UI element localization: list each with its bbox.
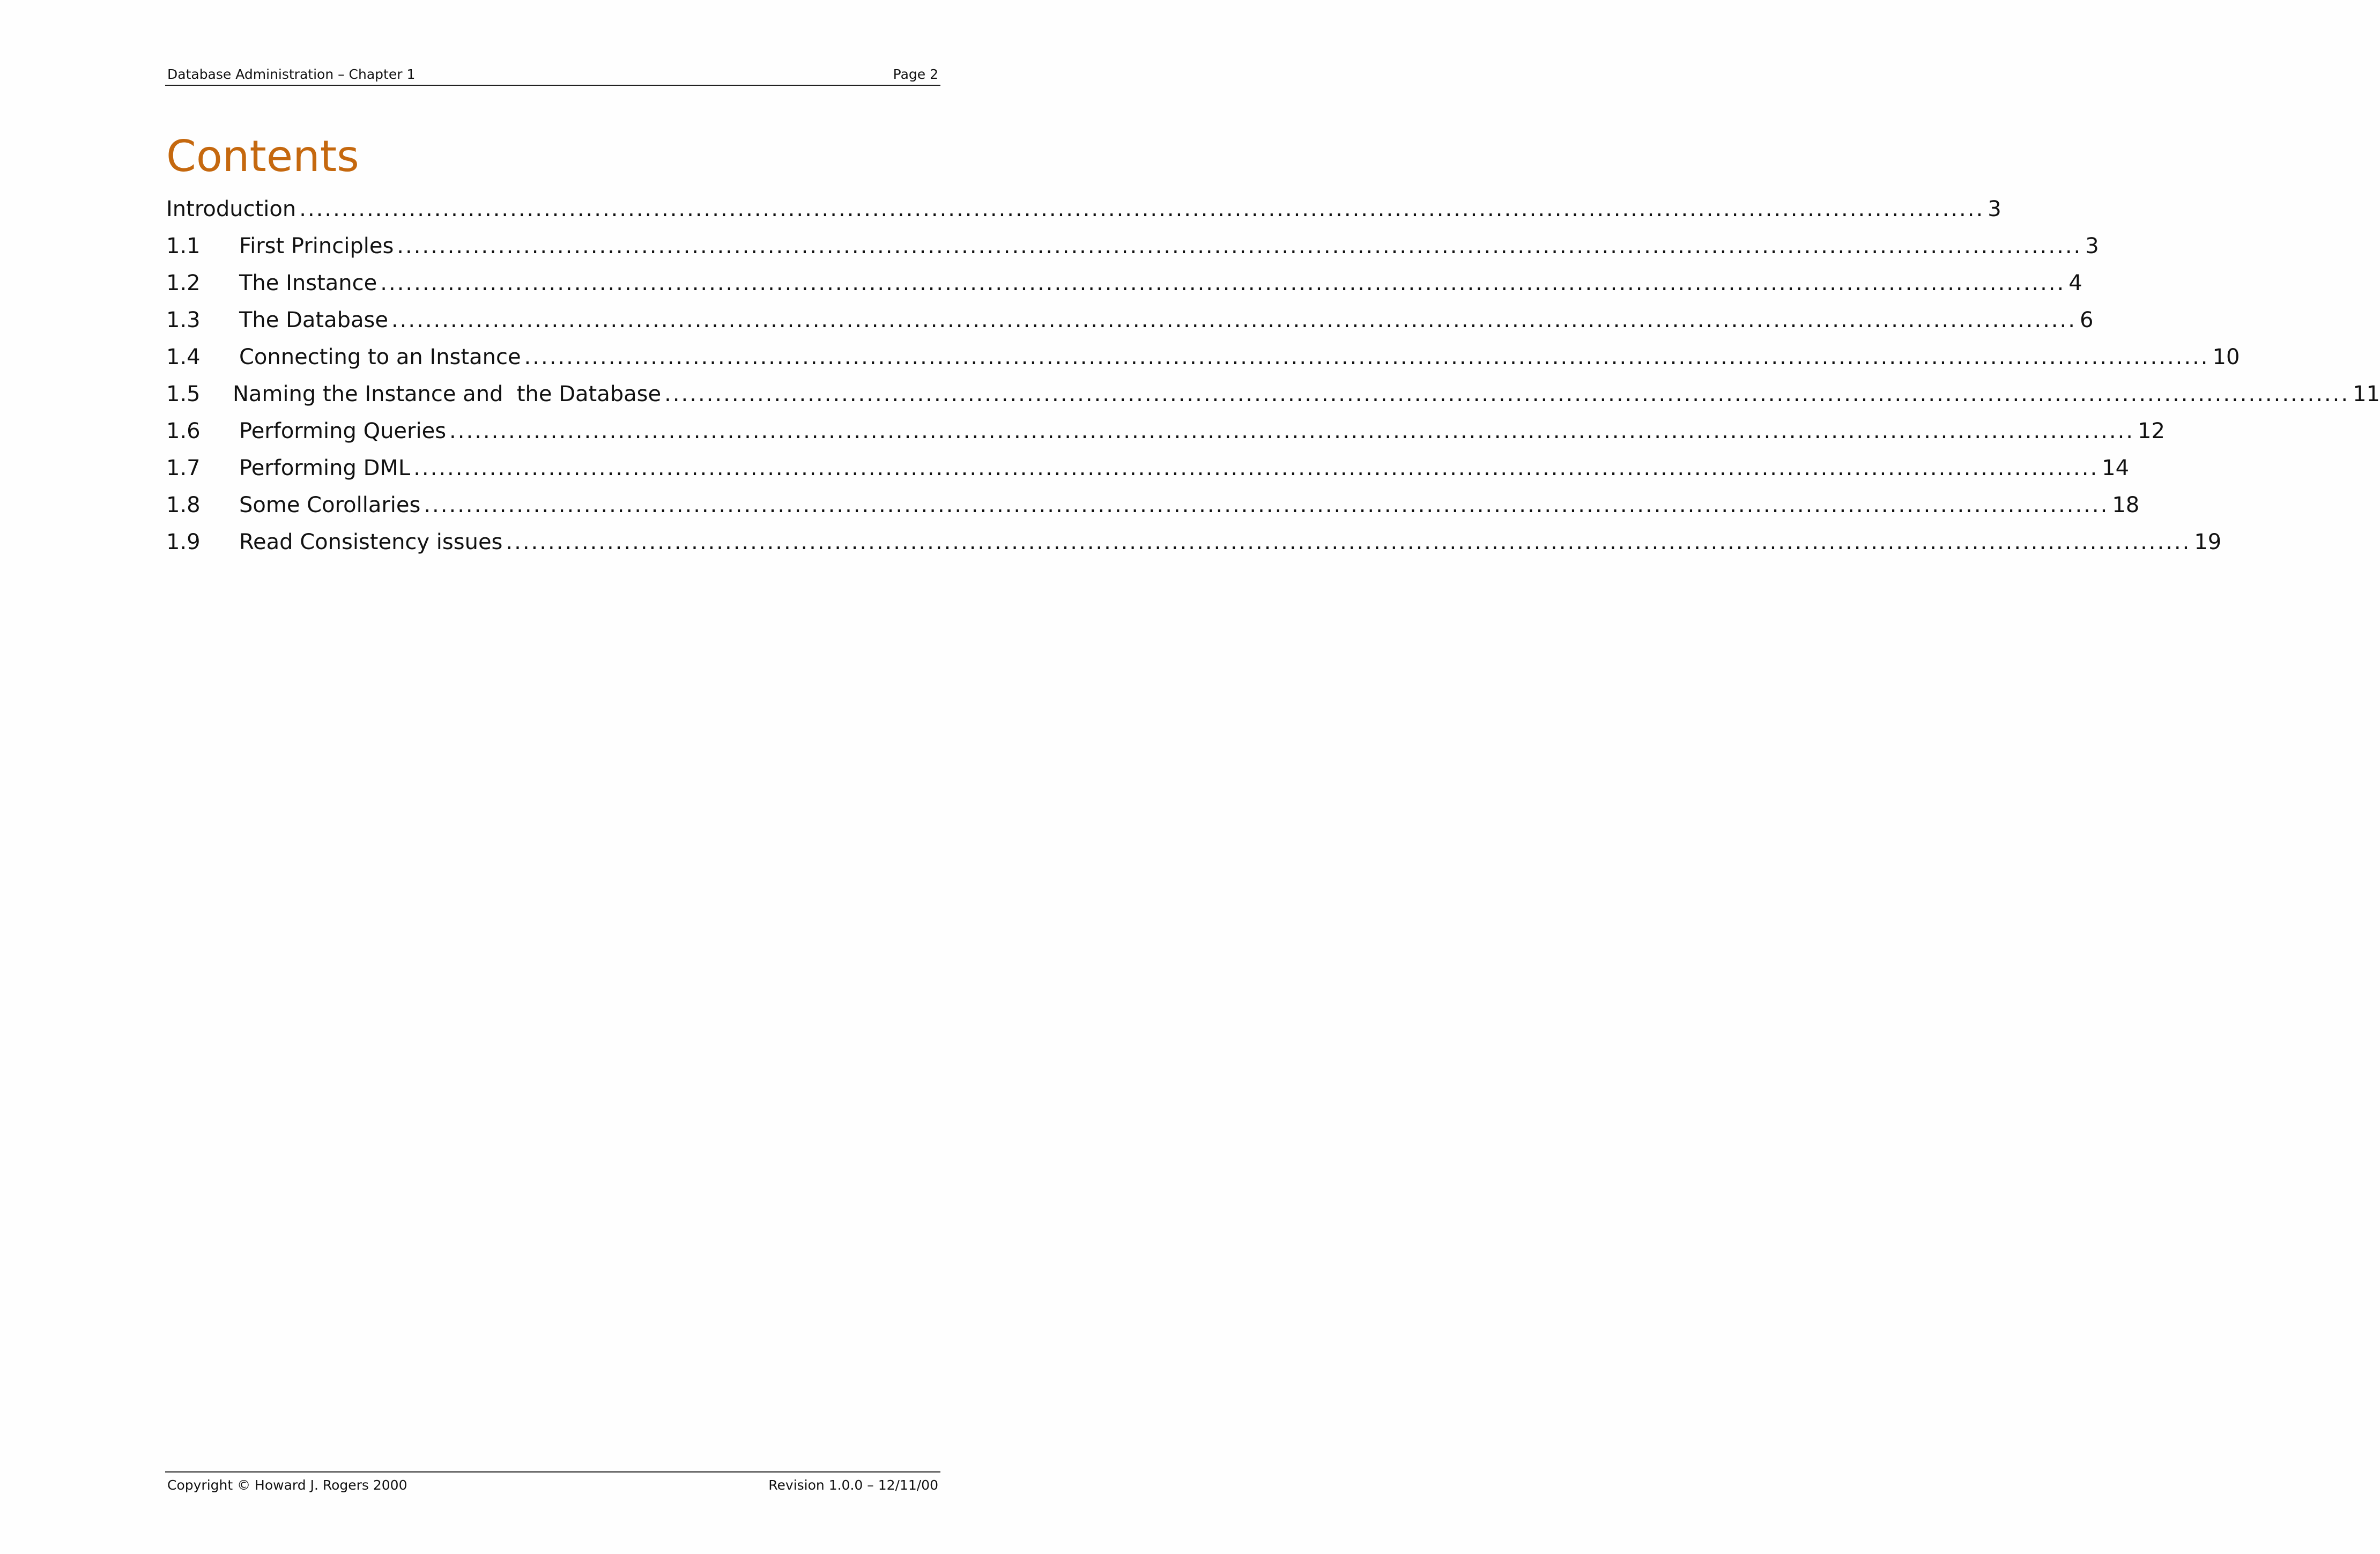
header-document-title: Database Administration – Chapter 1 (167, 66, 416, 82)
toc-entry-label: Read Consistency issues (239, 530, 503, 554)
toc-entry-page: 18 (2112, 493, 2140, 517)
toc-entry-number: 1.3 (166, 308, 201, 332)
toc-entry-label: Some Corollaries (239, 493, 421, 517)
toc-entry-number: 1.5 (166, 382, 201, 406)
toc-entry-1-3[interactable] (166, 305, 2094, 342)
toc-entry-page: 11 (2353, 382, 2380, 406)
toc-entry-1-1[interactable] (166, 231, 2099, 268)
footer-revision: Revision 1.0.0 – 12/11/00 (768, 1477, 938, 1493)
toc-entry-label: Performing DML (239, 456, 411, 480)
toc-dot-leader: ........................................................................................................................................................................................................ (664, 382, 2350, 406)
toc-entry-1-2[interactable] (166, 268, 2082, 305)
toc-entry-1-9[interactable] (166, 527, 2222, 564)
footer-copyright: Copyright © Howard J. Rogers 2000 (167, 1477, 407, 1493)
toc-entry-1-5[interactable] (166, 379, 2380, 416)
toc-entry-number: 1.1 (166, 234, 201, 258)
toc-entry-page: 3 (1988, 197, 2001, 221)
toc-entry-page: 10 (2212, 345, 2240, 369)
toc-entry-page: 19 (2194, 530, 2222, 554)
table-of-contents (166, 194, 2380, 564)
toc-dot-leader: ........................................................................................................................................................................................................ (413, 456, 2099, 480)
toc-entry-number: 1.8 (166, 493, 201, 517)
toc-entry-label: Introduction (166, 197, 296, 221)
toc-entry-number: 1.7 (166, 456, 201, 480)
toc-entry-page: 6 (2079, 308, 2094, 332)
toc-entry-introduction[interactable] (166, 194, 2001, 231)
toc-entry-label: First Principles (239, 234, 394, 258)
toc-entry-label: The Instance (239, 271, 377, 295)
toc-entry-number: 1.4 (166, 345, 201, 369)
toc-entry-page: 4 (2068, 271, 2082, 295)
toc-entry-1-8[interactable] (166, 490, 2140, 527)
toc-entry-label: Naming the Instance and the Database (233, 382, 662, 406)
toc-dot-leader: ........................................................................................................................................................................................................ (424, 493, 2109, 517)
toc-entry-number: 1.6 (166, 419, 201, 443)
toc-entry-page: 14 (2102, 456, 2130, 480)
toc-dot-leader: ........................................................................................................................................................................................................ (299, 197, 1985, 221)
toc-entry-label: The Database (239, 308, 388, 332)
header-page-number: Page 2 (893, 66, 938, 82)
toc-entry-1-6[interactable] (166, 416, 2165, 453)
toc-dot-leader: ........................................................................................................................................................................................................ (397, 234, 2082, 258)
toc-dot-leader: ........................................................................................................................................................................................................ (506, 530, 2191, 554)
toc-entry-page: 12 (2138, 419, 2165, 443)
toc-entry-number: 1.2 (166, 271, 201, 295)
toc-entry-label: Performing Queries (239, 419, 447, 443)
toc-entry-1-4[interactable] (166, 342, 2240, 379)
toc-dot-leader: ........................................................................................................................................................................................................ (524, 345, 2210, 369)
page-footer (165, 1471, 940, 1496)
toc-entry-page: 3 (2085, 234, 2099, 258)
toc-dot-leader: ........................................................................................................................................................................................................ (380, 271, 2066, 295)
toc-entry-1-7[interactable] (166, 453, 2130, 490)
toc-dot-leader: ........................................................................................................................................................................................................ (391, 308, 2077, 332)
toc-entry-number: 1.9 (166, 530, 201, 554)
page-header (165, 64, 940, 86)
toc-title: Contents (166, 131, 359, 181)
toc-dot-leader: ........................................................................................................................................................................................................ (449, 419, 2135, 443)
toc-entry-label: Connecting to an Instance (239, 345, 521, 369)
